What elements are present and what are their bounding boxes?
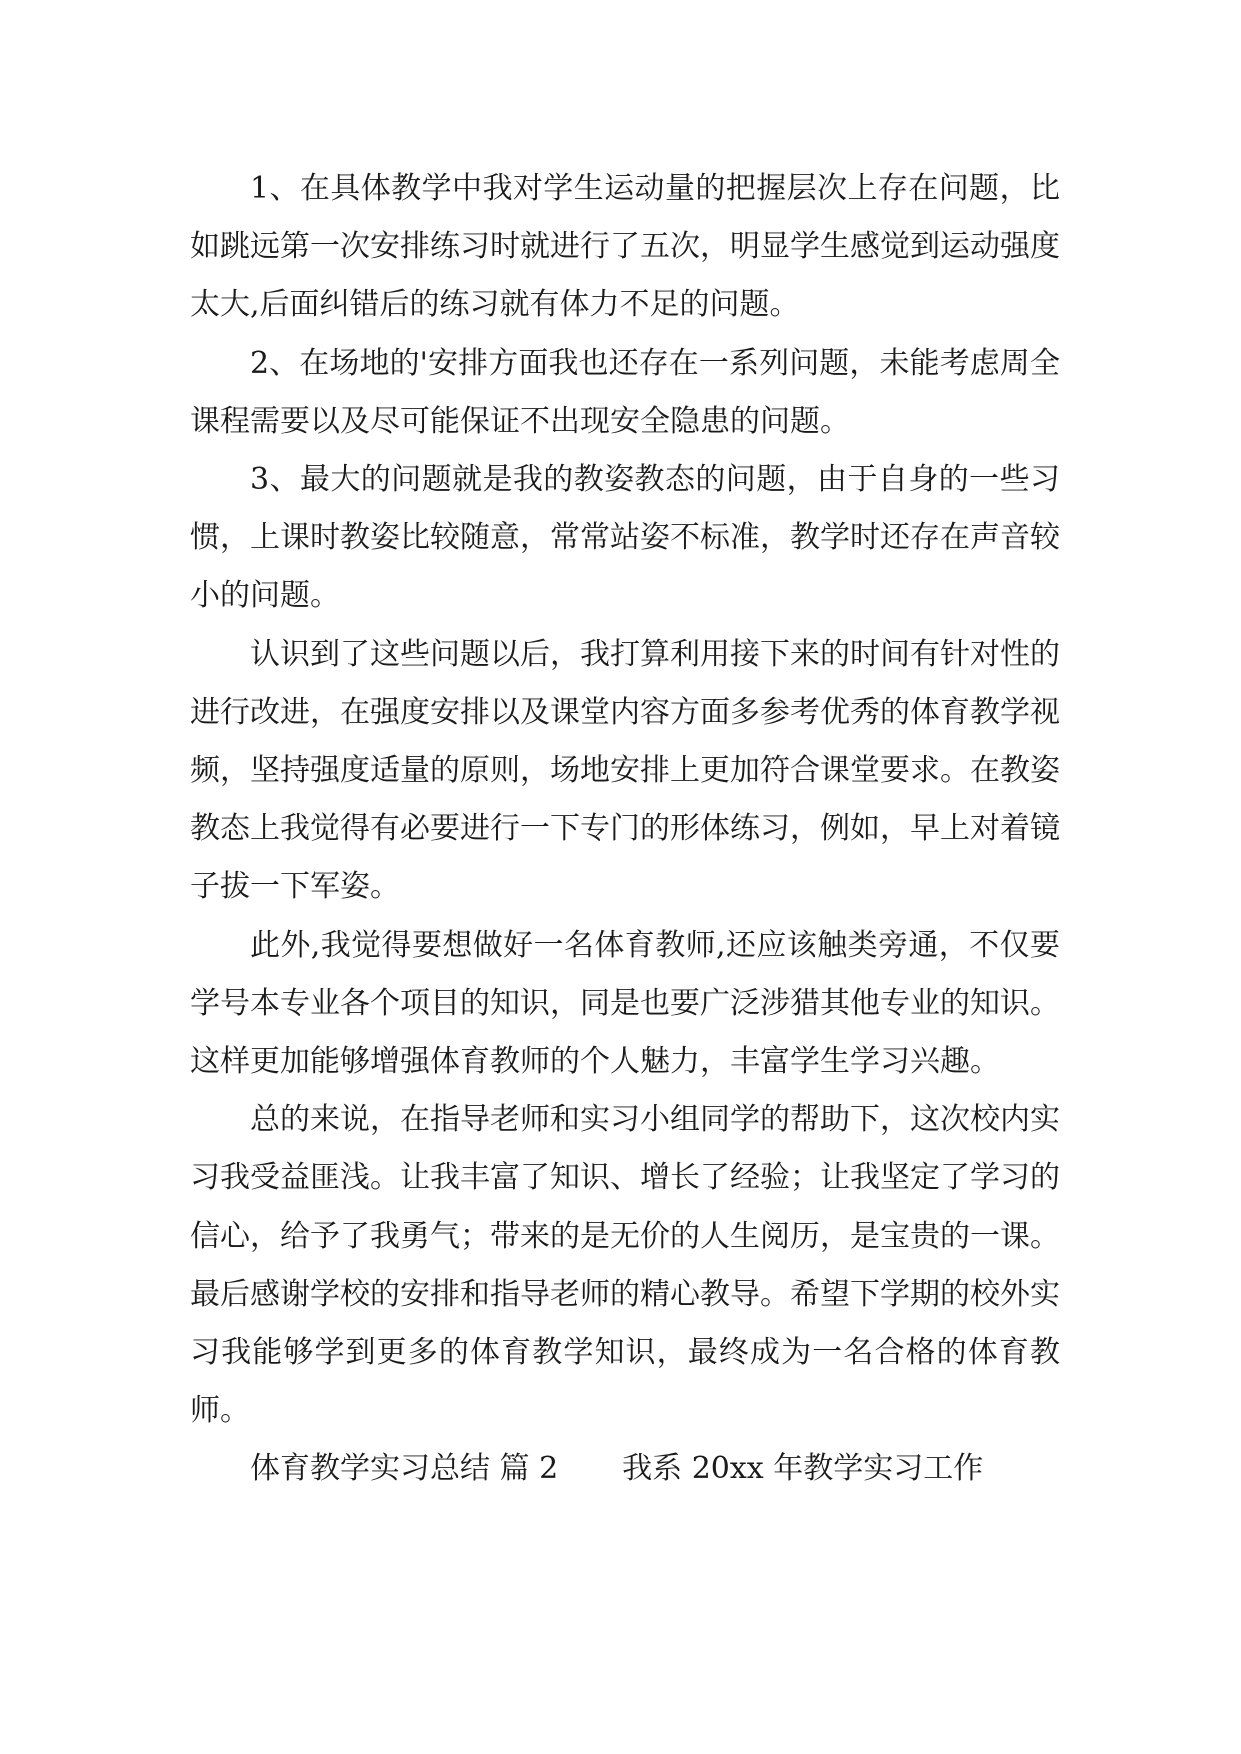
paragraph-4: 认识到了这些问题以后，我打算利用接下来的时间有针对性的进行改进，在强度安排以及课堂内容方面多参考优秀的体育教学视频，坚持强度适量的原则，场地安排上更加符合课堂要求。在教姿教态上我觉得有必要进行一下专门的形体练习，例如，早上对着镜子拔一下军姿。 xyxy=(190,636,1060,905)
document-body xyxy=(190,160,1060,1499)
paragraph-6: 总的来说，在指导老师和实习小组同学的帮助下，这次校内实习我受益匪浅。让我丰富了知识、增长了经验；让我坚定了学习的信心，给予了我勇气；带来的是无价的人生阅历，是宝贵的一课。最后感谢学校的安排和指导老师的精心教导。希望下学期的校外实习我能够学到更多的体育教学知识，最终成为一名合格的体育教师。 xyxy=(190,1102,1060,1429)
paragraph-3: 3、最大的问题就是我的教姿教态的问题，由于自身的一些习惯，上课时教姿比较随意，常常站姿不标准，教学时还存在声音较小的问题。 xyxy=(190,462,1060,614)
paragraph-1: 1、在具体教学中我对学生运动量的把握层次上存在问题，比如跳远第一次安排练习时就进行了五次，明显学生感觉到运动强度太大,后面纠错后的练习就有体力不足的问题。 xyxy=(190,171,1060,323)
paragraph-2: 2、在场地的'安排方面我也还存在一系列问题，未能考虑周全课程需要以及尽可能保证不出现安全隐患的问题。 xyxy=(190,345,1060,439)
section-intro: 我系 20xx 年教学实习工作 xyxy=(622,1451,984,1487)
section-heading: 体育教学实习总结 篇 2 xyxy=(250,1451,559,1487)
paragraph-5: 此外,我觉得要想做好一名体育教师,还应该触类旁通，不仅要学号本专业各个项目的知识，同是也要广泛涉猎其他专业的知识。这样更加能够增强体育教师的个人魅力，丰富学生学习兴趣。 xyxy=(190,927,1060,1080)
section-heading-line xyxy=(190,1440,1060,1498)
